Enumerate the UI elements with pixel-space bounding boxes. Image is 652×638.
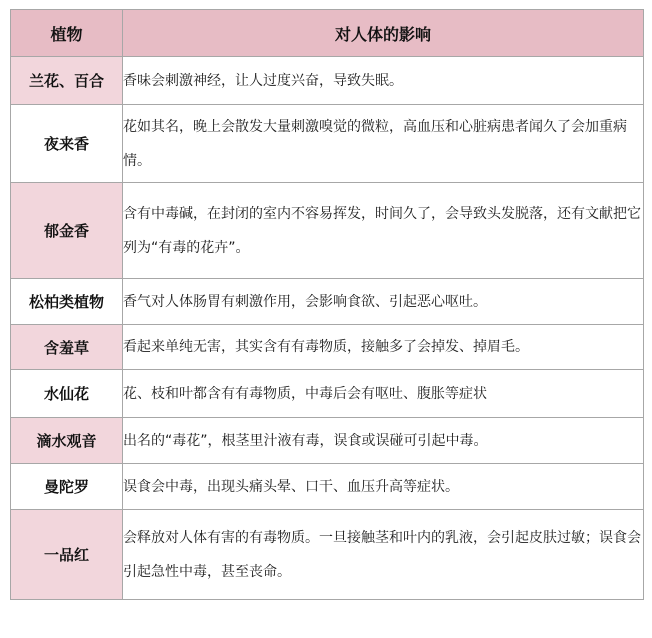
plant-name-cell: 松柏类植物 xyxy=(11,279,123,325)
plant-effect-cell: 香味会刺激神经，让人过度兴奋，导致失眠。 xyxy=(123,57,644,105)
plant-name-cell: 水仙花 xyxy=(11,370,123,418)
plant-name-cell: 曼陀罗 xyxy=(11,464,123,510)
column-header-plant: 植物 xyxy=(11,10,123,57)
plant-effect-cell: 花、枝和叶都含有有毒物质，中毒后会有呕吐、腹胀等症状 xyxy=(123,370,644,418)
toxic-plants-table xyxy=(10,9,644,600)
plant-name-cell: 兰花、百合 xyxy=(11,57,123,105)
plant-effect-cell: 误食会中毒，出现头痛头晕、口干、血压升高等症状。 xyxy=(123,464,644,510)
table-row xyxy=(11,370,644,418)
plant-name-cell: 郁金香 xyxy=(11,183,123,279)
table-row xyxy=(11,279,644,325)
plant-effect-cell: 花如其名，晚上会散发大量刺激嗅觉的微粒，高血压和心脏病患者闻久了会加重病情。 xyxy=(123,105,644,183)
plant-name-cell: 夜来香 xyxy=(11,105,123,183)
plant-name-cell: 滴水观音 xyxy=(11,418,123,464)
table-row xyxy=(11,183,644,279)
table-row xyxy=(11,464,644,510)
plant-effect-cell: 含有中毒碱，在封闭的室内不容易挥发，时间久了，会导致头发脱落，还有文献把它列为“有毒的花卉”。 xyxy=(123,183,644,279)
plant-effect-cell: 出名的“毒花”，根茎里汁液有毒，误食或误碰可引起中毒。 xyxy=(123,418,644,464)
table-row xyxy=(11,325,644,370)
table-header-row xyxy=(11,10,644,57)
plant-effect-cell: 看起来单纯无害，其实含有有毒物质，接触多了会掉发、掉眉毛。 xyxy=(123,325,644,370)
plant-effect-cell: 香气对人体肠胃有刺激作用，会影响食欲、引起恶心呕吐。 xyxy=(123,279,644,325)
table-row xyxy=(11,105,644,183)
table-row xyxy=(11,57,644,105)
plant-name-cell: 含羞草 xyxy=(11,325,123,370)
column-header-effect: 对人体的影响 xyxy=(123,10,644,57)
table-row xyxy=(11,510,644,600)
plant-name-cell: 一品红 xyxy=(11,510,123,600)
table-row xyxy=(11,418,644,464)
plant-effect-cell: 会释放对人体有害的有毒物质。一旦接触茎和叶内的乳液，会引起皮肤过敏；误食会引起急性中毒，甚至丧命。 xyxy=(123,510,644,600)
